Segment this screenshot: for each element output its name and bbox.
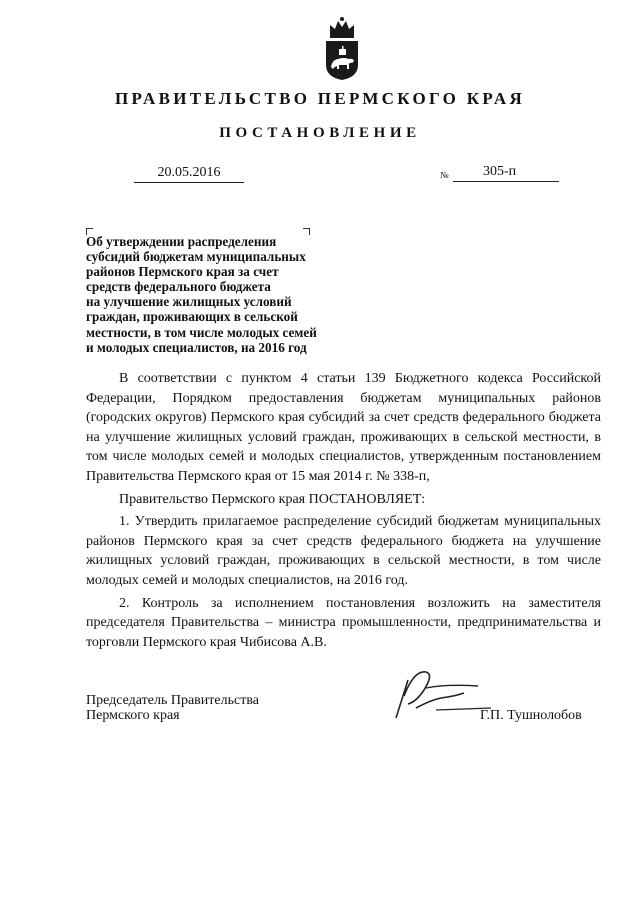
item-1-paragraph: 1. Утвердить прилагаемое распределение субсидий бюджетам муниципальных районов Пермского края за счет средств федерального бюджета на улучшение жилищных условий граждан, проживающих в сельской местности, в том числе молодых семей и молодых специалистов, на 2016 год. bbox=[86, 514, 601, 588]
coat-of-arms-icon bbox=[322, 13, 362, 81]
document-number: 305-п bbox=[483, 164, 517, 179]
document-date: 20.05.2016 bbox=[134, 164, 244, 183]
subject-line: районов Пермского края за счет bbox=[86, 264, 279, 280]
subject-line: на улучшение жилищных условий bbox=[86, 294, 292, 310]
item-2-paragraph: 2. Контроль за исполнением постановления возложить на заместителя председателя Правительства – министра промышленности, предпринимательства и торговли Пермского края Чибисова А.В. bbox=[86, 595, 601, 650]
subject-line: средств федерального бюджета bbox=[86, 279, 271, 295]
government-title: ПРАВИТЕЛЬСТВО ПЕРМСКОГО КРАЯ bbox=[114, 89, 526, 108]
document-body bbox=[86, 369, 601, 652]
subject-line: местности, в том числе молодых семей bbox=[86, 324, 317, 340]
decree-paragraph: Правительство Пермского края ПОСТАНОВЛЯЕТ: bbox=[119, 491, 426, 507]
signer-name: Г.П. Тушнолобов bbox=[480, 708, 582, 723]
subject-line: и молодых специалистов, на 2016 год bbox=[86, 339, 307, 355]
document-subject bbox=[86, 234, 346, 355]
document-type: ПОСТАНОВЛЕНИЕ bbox=[219, 125, 421, 141]
signer-position-line: Председатель Правительства bbox=[86, 693, 259, 708]
signer-position bbox=[86, 693, 259, 723]
document-number-field bbox=[453, 163, 559, 182]
subject-line: субсидий бюджетам муниципальных bbox=[86, 249, 306, 265]
signer-position-line: Пермского края bbox=[86, 708, 180, 723]
subject-line: Об утверждении распределения bbox=[86, 234, 277, 249]
number-sign: № bbox=[440, 170, 449, 180]
preamble-paragraph: В соответствии с пунктом 4 статьи 139 Бюджетного кодекса Российской Федерации, Порядком предоставления бюджетам муниципальных районов (городских округов) Пермского края субсидий за счет средств федерального бюджета на улучшение жилищных условий граждан, проживающих в сельской местности, в том числе молодых семей и молодых специалистов, утвержденным постановлением Правительства Пермского края от 15 мая 2014 г. № 338-п, bbox=[86, 371, 601, 484]
subject-line: граждан, проживающих в сельской bbox=[86, 309, 298, 325]
